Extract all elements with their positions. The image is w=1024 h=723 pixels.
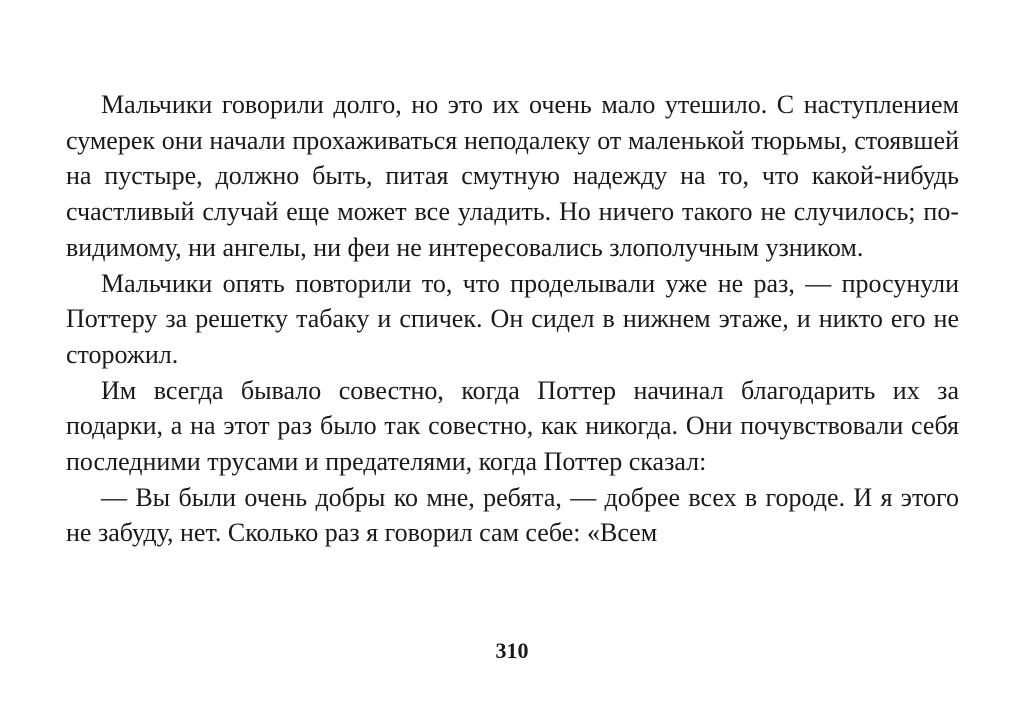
page-number: 310 bbox=[495, 638, 529, 663]
paragraph: Мальчики говорили долго, но это их очень мало утешило. С наступлением сумерек они начали прохаживаться неподалеку от маленькой тюрьмы, стоявшей на пустыре, должно быть, питая смутную надежду на то, что какой-нибудь счастливый случай еще может все уладить. Но ничего такого не случилось; по-видимому, ни ангелы, ни феи не интересовались злополучным узником. bbox=[66, 90, 959, 262]
page-body bbox=[66, 87, 959, 551]
paragraph: — Вы были очень добры ко мне, ребята, — добрее всех в городе. И я этого не забуду, нет. Сколько раз я говорил сам себе: «Всем bbox=[66, 482, 959, 548]
paragraph: Мальчики опять повторили то, что проделывали уже не раз, — просунули Поттеру за решетку табаку и спичек. Он сидел в нижнем этаже, и никто его не сторожил. bbox=[66, 268, 959, 369]
paragraph: Им всегда бывало совестно, когда Поттер начинал благодарить их за подарки, а на этот раз было так совестно, как никогда. Они почувствовали себя последними трусами и предателями, когда Поттер сказал: bbox=[66, 375, 959, 477]
